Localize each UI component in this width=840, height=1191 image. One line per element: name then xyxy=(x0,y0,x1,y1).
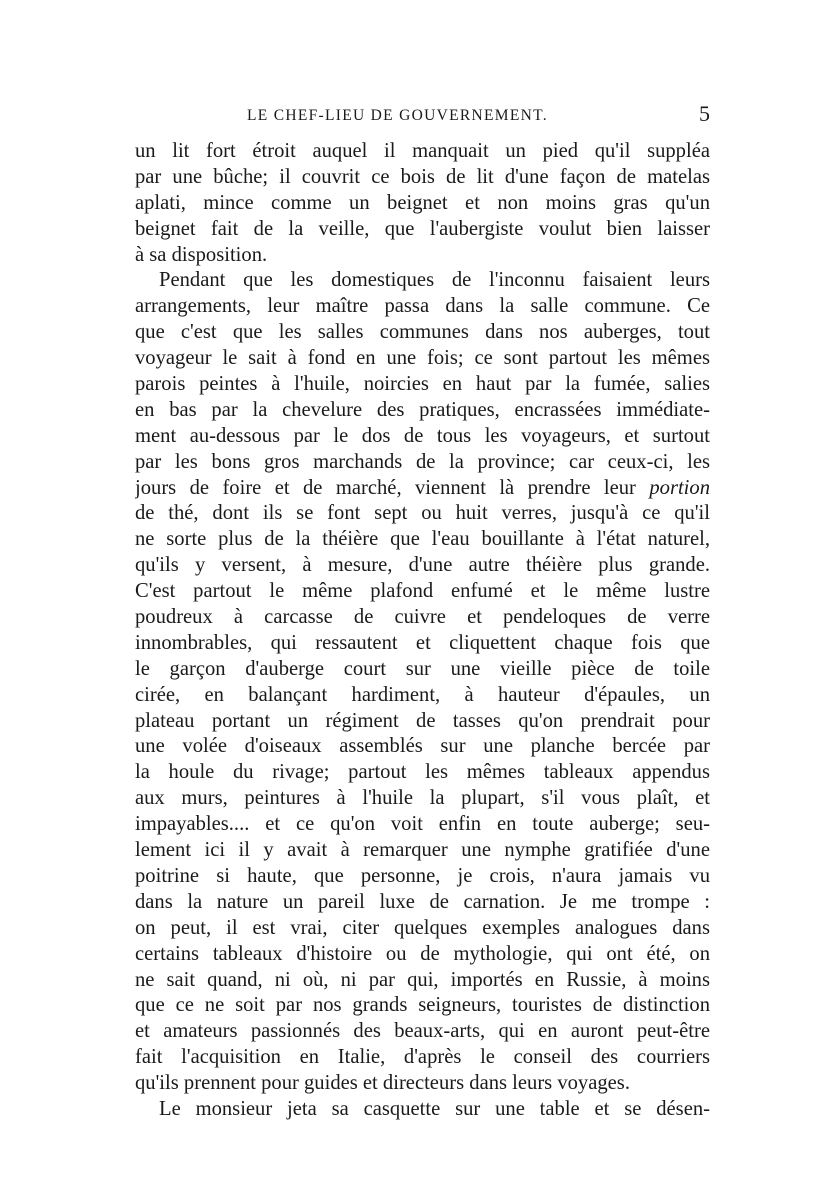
text-line: qu'ils prennent pour guides et directeurs dans leurs voyages. xyxy=(135,1072,630,1095)
text-line: fait l'acquisition en Italie, d'après le conseil des courriers xyxy=(135,1046,710,1069)
text-line: dans la nature un pareil luxe de carnation. Je me trompe : xyxy=(135,890,710,913)
page-header xyxy=(135,103,710,131)
text-line: C'est partout le même plafond enfumé et le même lustre xyxy=(135,580,710,603)
text-line: on peut, il est vrai, citer quelques exemples analogues dans xyxy=(135,916,710,939)
italic-word: portion xyxy=(649,476,710,499)
text-line: qu'ils y versent, à mesure, d'une autre théière plus grande. xyxy=(135,554,710,577)
text-segment: jours de foire et de marché, viennent là prendre leur xyxy=(135,476,636,499)
text-line: poudreux à carcasse de cuivre et pendeloques de verre xyxy=(135,606,710,629)
text-line: aux murs, peintures à l'huile la plupart, s'il vous plaît, et xyxy=(135,787,710,810)
text-line: Le monsieur jeta sa casquette sur une table et se désen- xyxy=(159,1097,710,1120)
text-line: une volée d'oiseaux assemblés sur une planche bercée par xyxy=(135,735,710,758)
text-line: ment au-dessous par le dos de tous les voyageurs, et surtout xyxy=(135,424,710,447)
body-text xyxy=(135,139,710,1123)
text-line: que c'est que les salles communes dans nos auberges, tout xyxy=(135,321,710,344)
text-line: arrangements, leur maître passa dans la salle commune. Ce xyxy=(135,295,710,318)
text-line: ne sorte plus de la théière que l'eau bouillante à l'état naturel, xyxy=(135,528,710,551)
text-line: parois peintes à l'huile, noircies en haut par la fumée, salies xyxy=(135,373,710,396)
running-title: LE CHEF-LIEU DE GOUVERNEMENT. xyxy=(247,107,548,124)
text-line: innombrables, qui ressautent et cliquettent chaque fois que xyxy=(135,631,710,654)
page-number: 5 xyxy=(699,101,710,126)
text-line: Pendant que les domestiques de l'inconnu faisaient leurs xyxy=(159,269,710,292)
text-line: le garçon d'auberge court sur une vieille pièce de toile xyxy=(135,657,710,680)
text-line-with-italic xyxy=(135,476,710,502)
text-line: en bas par la chevelure des pratiques, encrassées immédiate- xyxy=(135,398,710,421)
text-line: ne sait quand, ni où, ni par qui, importés en Russie, à moins xyxy=(135,968,710,991)
text-line: un lit fort étroit auquel il manquait un pied qu'il suppléa xyxy=(135,140,710,162)
text-line: beignet fait de la veille, que l'aubergiste voulut bien laisser xyxy=(135,217,710,240)
text-line: par les bons gros marchands de la province; car ceux-ci, les xyxy=(135,450,710,473)
text-line: plateau portant un régiment de tasses qu'on prendrait pour xyxy=(135,709,710,732)
text-line: poitrine si haute, que personne, je crois, n'aura jamais vu xyxy=(135,864,710,887)
text-line: à sa disposition. xyxy=(135,243,268,266)
text-line: et amateurs passionnés des beaux-arts, qui en auront peut-être xyxy=(135,1020,710,1043)
text-line: certains tableaux d'histoire ou de mythologie, qui ont été, on xyxy=(135,942,710,965)
text-line: par une bûche; il couvrit ce bois de lit d'une façon de matelas xyxy=(135,165,710,188)
text-line: la houle du rivage; partout les mêmes tableaux appendus xyxy=(135,761,710,784)
text-line: que ce ne soit par nos grands seigneurs, touristes de distinction xyxy=(135,994,710,1017)
text-line: impayables.... et ce qu'on voit enfin en toute auberge; seu- xyxy=(135,813,710,836)
text-line: cirée, en balançant hardiment, à hauteur d'épaules, un xyxy=(135,683,710,706)
text-line: aplati, mince comme un beignet et non moins gras qu'un xyxy=(135,191,710,214)
text-line: voyageur le sait à fond en une fois; ce sont partout les mêmes xyxy=(135,347,710,370)
text-line: de thé, dont ils se font sept ou huit verres, jusqu'à ce qu'il xyxy=(135,502,710,525)
text-line: lement ici il y avait à remarquer une nymphe gratifiée d'une xyxy=(135,839,710,862)
